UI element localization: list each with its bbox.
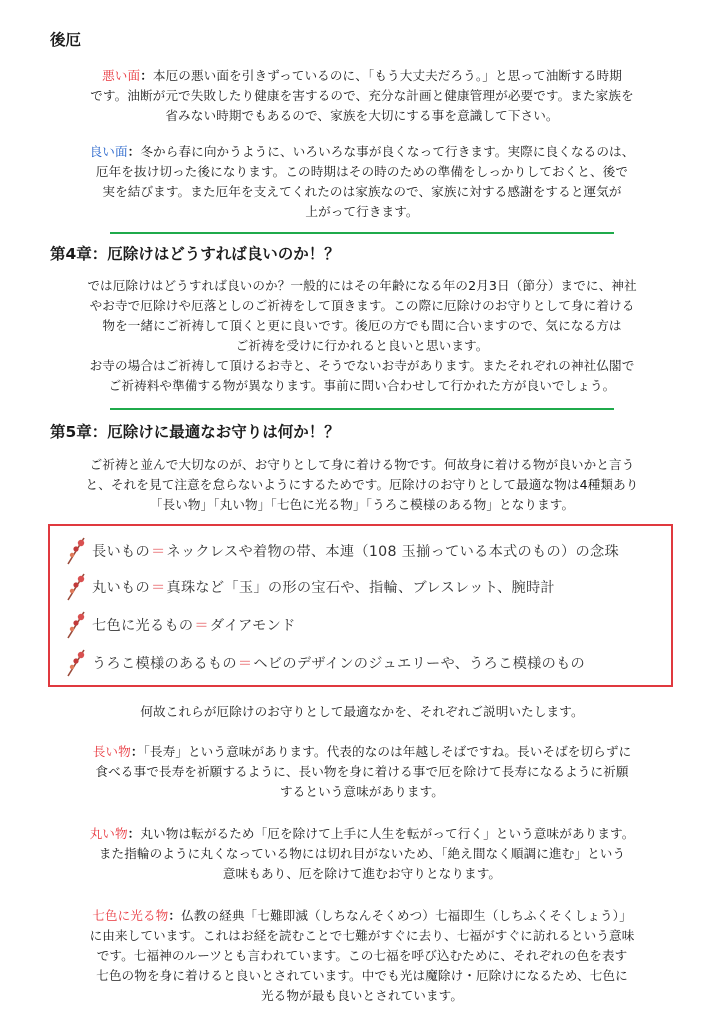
good-side-paragraph: 良い面：冬から春に向かうように、いろいろな事が良くなって行きます。実際に良くなるのは、 厄年を抜け切った後になります。この時期はその時のための準備をしっかりしておくと、後で 実を結びます。また厄年を支えてくれたのは家族なので、家族に対する感謝をすると運気が 上がって行きます。	[89, 144, 635, 219]
chapter5-heading: 第5章：厄除けに最適なお守りは何か！？	[50, 423, 340, 441]
chapter4-body: では厄除けはどうすれば良いのか？一般的にはその年齢になる年の2月3日（節分）までに、神社 やお寺で厄除けや厄落としのご祈祷をして頂きます。この際に厄除けのお守りとして身に着ける 物を一緒にご祈祷して頂くと更に良いです。後厄の方でも間に合いますので、気になる方は ご祈祷を受けに行かれると良いと思います。 お寺の場合はご祈祷して頂けるお寺と、そうでないお寺があります。またそれぞれの神社仏閣で ご祈祷料や準備する物が異なります。事前に問い合わせして行かれた方が良いでしょう。	[87, 278, 637, 393]
chapter4-heading: 第4章：厄除けはどうすれば良いのか！？	[50, 245, 340, 263]
round-item-paragraph: 丸い物：丸い物は転がるため「厄を除けて上手に人生を転がって行く」という意味があります。 また指輪のように丸くなっている物には切れ目がないため、「絶え間なく順調に進む」という 意味もあり、厄を除けて進むお守りとなります。	[89, 826, 635, 881]
box-item-scale: うろこ模様のあるもの ＝ ヘビのデザインのジュエリーや、うろこ模様のもの	[64, 648, 585, 678]
pin-icon	[64, 536, 86, 566]
explanation-intro: 何故これらが厄除けのお守りとして最適なかを、それぞれご説明いたします。	[140, 704, 584, 719]
chapter5-body: ご祈祷と並んで大切なのが、お守りとして身に着ける物です。何故身に着ける物が良いかと言う と、それを見て注意を怠らないようにするためです。厄除けのお守りとして最適な物は4種類あり 「長い物」「丸い物」「七色に光る物」「うろこ模様のある物」となります。	[85, 457, 639, 512]
pin-icon	[64, 610, 86, 640]
section-divider	[110, 408, 614, 410]
good-side-label: 良い面	[89, 144, 128, 159]
round-item-label: 丸い物	[89, 826, 128, 841]
rainbow-item-label: 七色に光る物	[92, 908, 169, 923]
pin-icon	[64, 572, 86, 602]
long-item-paragraph: 長い物：「長寿」という意味があります。代表的なのは年越しそばですね。長いそばを切らずに 食べる事で長寿を祈願するように、長い物を身に着ける事で厄を除けて長寿になるように祈願 するという意味があります。	[92, 744, 632, 799]
box-item-rainbow: 七色に光るもの ＝ ダイアモンド	[64, 610, 296, 640]
amulet-types-box	[48, 524, 673, 687]
rainbow-item-paragraph: 七色に光る物：仏教の経典「七難即滅（しちなんそくめつ）七福即生（しちふくそくしょう）」 に由来しています。これはお経を読むことで七難がすぐに去り、七福がすぐに訪れるという意味 です。七福神のルーツとも言われています。この七福を呼び込むために、それぞれの色を表す 七色の物を身に着けると良いとされています。中でも光は魔除け・厄除けになるため、七色に 光る物が最も良いとされています。	[89, 908, 635, 1003]
bad-side-label: 悪い面	[102, 68, 141, 83]
section-divider	[110, 232, 614, 234]
box-item-long: 長いもの ＝ ネックレスや着物の帯、本連（108 玉揃っている本式のもの）の念珠	[64, 536, 619, 566]
pin-icon	[64, 648, 86, 678]
bad-side-paragraph: 悪い面：本厄の悪い面を引きずっているのに、「もう大丈夫だろう。」と思って油断する時期 です。油断が元で失敗したり健康を害するので、充分な計画と健康管理が必要です。また家族を 省みない時期でもあるので、家族を大切にする事を意識して下さい。	[90, 68, 634, 123]
long-item-label: 長い物	[92, 744, 131, 759]
box-item-round: 丸いもの ＝ 真珠など「玉」の形の宝石や、指輪、ブレスレット、腕時計	[64, 572, 555, 602]
section-title: 後厄	[50, 31, 82, 49]
